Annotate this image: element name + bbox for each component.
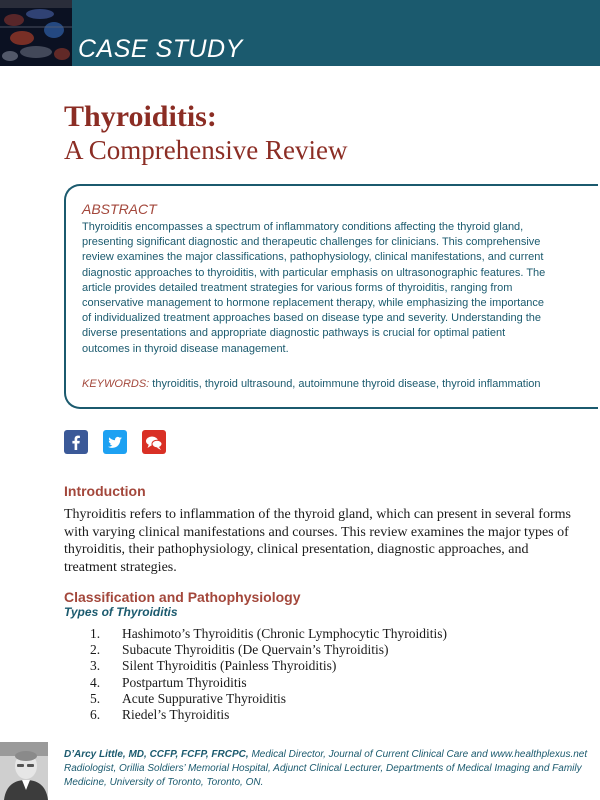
list-item — [90, 626, 447, 642]
list-item-number: 5. — [90, 690, 101, 706]
article-subtitle: A Comprehensive Review — [64, 135, 348, 165]
list-item-label: Silent Thyroiditis (Painless Thyroiditis) — [122, 658, 337, 674]
list-item-label: Postpartum Thyroiditis — [122, 674, 247, 690]
list-item — [90, 658, 447, 674]
list-item — [90, 691, 447, 707]
author-position: Radiologist, Orillia Soldiers’ Memorial Hospital, Adjunct Clinical Lecturer, Departments of Medical Imaging and Family Medicine, University of Toronto, Toronto, ON. — [64, 763, 582, 788]
list-item-number: 4. — [90, 674, 101, 690]
list-item — [90, 675, 447, 691]
twitter-icon[interactable] — [103, 430, 127, 454]
section-label: CASE STUDY — [78, 35, 243, 63]
author-name: D’Arcy Little, MD, CCFP, FCFP, FRCPC, — [64, 749, 249, 760]
list-item-number: 3. — [90, 658, 101, 674]
types-subheading: Types of Thyroiditis — [64, 605, 178, 619]
list-item-number: 6. — [90, 706, 101, 722]
author-photo — [0, 742, 48, 800]
author-affiliation: Medical Director, Journal of Current Clinical Care and www.healthplexus.net — [251, 749, 588, 760]
introduction-text: Thyroiditis refers to inflammation of the thyroid gland, which can present in several forms with varying clinical manifestations and courses. This review examines the major types of thyroiditis, their pathophysiology, clinical presentation, diagnostic approaches, and treatment strategies. — [64, 507, 571, 575]
header-band — [0, 0, 600, 66]
list-item — [90, 642, 447, 658]
abstract-box — [64, 184, 598, 409]
list-item-label: Hashimoto’s Thyroiditis (Chronic Lymphocytic Thyroiditis) — [122, 626, 447, 641]
author-bio — [64, 748, 594, 790]
keywords-list: thyroiditis, thyroid ultrasound, autoimmune thyroid disease, thyroid inflammation — [152, 378, 541, 390]
list-item-label: Riedel’s Thyroiditis — [122, 706, 230, 722]
list-item-number: 1. — [90, 626, 101, 641]
abstract-text: Thyroiditis encompasses a spectrum of inflammatory conditions affecting the thyroid gland, presenting significant diagnostic and therapeutic challenges for clinicians. This comprehensive review examines the major classifications, pathophysiology, clinical manifestations, and current diagnostic approaches to thyroiditis, with particular emphasis on ultrasonographic features. The article provides detailed treatment strategies for various forms of thyroiditis, ranging from conservative management to hormone replacement therapy, while emphasizing the importance of individualized treatment approaches based on disease type and severity. Understanding the diverse presentations and appropriate diagnostic pathways is crucial for optimal patient outcomes in thyroid disease management. — [82, 221, 546, 355]
types-list — [90, 626, 447, 723]
comment-icon[interactable] — [142, 430, 166, 454]
article-title: Thyroiditis: — [64, 100, 217, 133]
header-ultrasound-image — [0, 0, 72, 66]
list-item-label: Acute Suppurative Thyroiditis — [122, 690, 286, 706]
facebook-icon[interactable] — [64, 430, 88, 454]
abstract-heading: ABSTRACT — [82, 201, 157, 217]
list-item-label: Subacute Thyroiditis (De Quervain’s Thyroiditis) — [122, 642, 389, 658]
introduction-heading: Introduction — [64, 483, 146, 499]
list-item-number: 2. — [90, 642, 101, 658]
keywords-label: KEYWORDS: — [82, 378, 150, 390]
keywords-line — [82, 377, 582, 391]
classification-heading: Classification and Pathophysiology — [64, 589, 301, 605]
list-item — [90, 707, 447, 723]
